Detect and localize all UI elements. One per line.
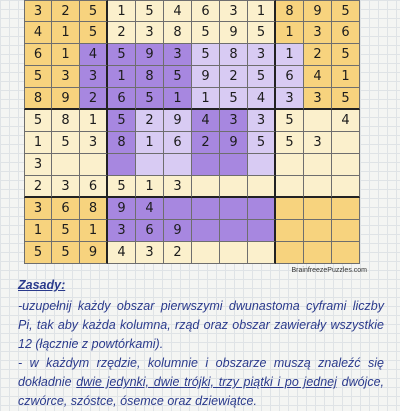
grid-cell[interactable] — [192, 220, 220, 242]
grid-cell[interactable] — [332, 154, 360, 176]
grid-cell[interactable]: 5 — [332, 88, 360, 110]
grid-cell[interactable]: 3 — [108, 220, 136, 242]
grid-cell[interactable] — [304, 110, 332, 132]
grid-cell[interactable] — [220, 198, 248, 220]
rules-paragraph-1: -uzupełnij każdy obszar pierwszymi dwunastoma cyframi liczby Pi, tak aby każda kolumna, rząd oraz obszar zawierały wszystkie 12 (łącznie z powtórkami). — [18, 299, 384, 351]
grid-cell[interactable]: 2 — [220, 66, 248, 88]
grid-cell[interactable]: 3 — [136, 242, 164, 264]
grid-cell[interactable]: 6 — [164, 132, 192, 154]
grid-cell[interactable]: 1 — [276, 22, 304, 44]
rules-paragraph-2-underlined: dwie jedynki, dwie trójki, trzy piątki i po jednej — [76, 375, 337, 389]
grid-cell[interactable]: 3 — [220, 110, 248, 132]
grid-cell[interactable]: 1 — [24, 132, 52, 154]
grid-cell[interactable]: 5 — [24, 110, 52, 132]
grid-cell[interactable]: 5 — [136, 88, 164, 110]
grid-cell[interactable]: 6 — [192, 0, 220, 22]
grid-cell[interactable] — [304, 176, 332, 198]
grid-cell[interactable]: 5 — [24, 242, 52, 264]
grid-cell[interactable]: 3 — [24, 154, 52, 176]
grid-cell[interactable] — [80, 154, 108, 176]
grid-cell[interactable]: 5 — [108, 176, 136, 198]
grid-cell[interactable]: 1 — [192, 88, 220, 110]
grid-cell[interactable]: 3 — [52, 66, 80, 88]
grid-cell[interactable] — [332, 176, 360, 198]
grid-cell[interactable] — [248, 198, 276, 220]
grid-cell[interactable]: 8 — [164, 22, 192, 44]
grid-cell[interactable]: 5 — [220, 88, 248, 110]
grid-cell[interactable]: 2 — [164, 242, 192, 264]
grid-cell[interactable] — [332, 220, 360, 242]
grid-cell[interactable]: 6 — [80, 176, 108, 198]
grid-cell[interactable] — [332, 132, 360, 154]
grid-cell[interactable] — [332, 198, 360, 220]
grid-cell[interactable] — [248, 154, 276, 176]
grid-cell[interactable]: 8 — [52, 110, 80, 132]
grid-cell[interactable]: 4 — [80, 44, 108, 66]
grid-cell[interactable]: 2 — [136, 110, 164, 132]
grid-cell[interactable]: 9 — [80, 242, 108, 264]
grid-cell[interactable] — [136, 154, 164, 176]
grid-cell[interactable]: 3 — [220, 0, 248, 22]
grid-cell[interactable]: 1 — [80, 220, 108, 242]
grid-cell[interactable]: 9 — [192, 66, 220, 88]
grid-cell[interactable]: 8 — [24, 88, 52, 110]
grid-cell[interactable]: 6 — [332, 22, 360, 44]
rules-paragraph-2-end: dwójce, czwórce, szóstce, ósemce oraz dziewiątce. — [18, 375, 384, 408]
grid-cell[interactable]: 2 — [192, 132, 220, 154]
grid-cell[interactable]: 1 — [80, 110, 108, 132]
grid-cell[interactable]: 2 — [24, 176, 52, 198]
grid-cell[interactable]: 9 — [164, 220, 192, 242]
grid-cell[interactable] — [304, 198, 332, 220]
grid-cell[interactable]: 4 — [332, 110, 360, 132]
grid-cell[interactable]: 5 — [108, 110, 136, 132]
grid-cell[interactable] — [108, 154, 136, 176]
grid-cell[interactable] — [248, 176, 276, 198]
grid-cell[interactable]: 1 — [108, 66, 136, 88]
grid-cell[interactable]: 8 — [276, 0, 304, 22]
grid-cell[interactable]: 5 — [248, 22, 276, 44]
grid-cell[interactable]: 6 — [136, 220, 164, 242]
grid-cell[interactable]: 3 — [136, 22, 164, 44]
grid-cell[interactable]: 2 — [304, 44, 332, 66]
grid-cell[interactable]: 9 — [220, 22, 248, 44]
puzzle-grid — [24, 0, 360, 264]
grid-cell[interactable]: 6 — [276, 66, 304, 88]
rules-paragraph-2 — [18, 354, 384, 411]
grid-cell[interactable]: 9 — [108, 198, 136, 220]
grid-cell[interactable]: 8 — [220, 44, 248, 66]
grid-cell[interactable] — [248, 242, 276, 264]
grid-cell[interactable]: 5 — [248, 66, 276, 88]
grid-cell[interactable]: 1 — [332, 66, 360, 88]
grid-cell[interactable]: 4 — [24, 22, 52, 44]
grid-cell[interactable]: 1 — [24, 220, 52, 242]
grid-cell[interactable]: 6 — [24, 44, 52, 66]
grid-cell[interactable]: 1 — [276, 44, 304, 66]
grid-cell[interactable]: 5 — [164, 66, 192, 88]
grid-cell[interactable]: 5 — [52, 242, 80, 264]
grid-cell[interactable] — [192, 198, 220, 220]
grid-cell[interactable]: 5 — [192, 22, 220, 44]
grid-cell[interactable]: 5 — [276, 110, 304, 132]
grid-cell[interactable]: 3 — [52, 176, 80, 198]
grid-cell[interactable]: 1 — [108, 0, 136, 22]
grid-cell[interactable] — [192, 176, 220, 198]
grid-cell[interactable]: 9 — [220, 132, 248, 154]
grid-cell[interactable]: 3 — [164, 44, 192, 66]
grid-cell[interactable] — [276, 176, 304, 198]
grid-cell[interactable]: 1 — [248, 0, 276, 22]
grid-cell[interactable] — [220, 220, 248, 242]
grid-cell[interactable]: 9 — [52, 88, 80, 110]
grid-cell[interactable]: 2 — [108, 22, 136, 44]
grid-cell[interactable]: 9 — [164, 110, 192, 132]
grid-cell[interactable]: 1 — [136, 132, 164, 154]
grid-cell[interactable] — [276, 242, 304, 264]
grid-cell[interactable]: 3 — [276, 88, 304, 110]
grid-cell[interactable] — [276, 154, 304, 176]
grid-cell[interactable]: 1 — [164, 88, 192, 110]
grid-cell[interactable]: 5 — [248, 132, 276, 154]
rules-heading: Zasady: — [18, 278, 66, 292]
grid-cell[interactable]: 5 — [52, 220, 80, 242]
grid-cell[interactable]: 9 — [304, 0, 332, 22]
grid-cell[interactable] — [192, 242, 220, 264]
rules-paragraph-2-start: - w każdym rzędzie, kolumnie i obszarze muszą znaleźć się dokładnie — [18, 356, 384, 389]
grid-cell[interactable] — [248, 220, 276, 242]
grid-cell[interactable] — [304, 220, 332, 242]
grid-cell[interactable]: 2 — [52, 0, 80, 22]
grid-cell[interactable]: 1 — [52, 22, 80, 44]
grid-cell[interactable]: 8 — [108, 132, 136, 154]
grid-cell[interactable]: 1 — [136, 176, 164, 198]
grid-cell[interactable]: 4 — [136, 198, 164, 220]
grid-cell[interactable] — [276, 220, 304, 242]
grid-cell[interactable]: 5 — [80, 22, 108, 44]
grid-cell[interactable]: 3 — [164, 176, 192, 198]
grid-cell[interactable]: 3 — [24, 198, 52, 220]
grid-cell[interactable]: 5 — [332, 0, 360, 22]
grid-cell[interactable]: 3 — [304, 22, 332, 44]
grid-cell[interactable]: 4 — [304, 66, 332, 88]
grid-cell[interactable]: 6 — [108, 88, 136, 110]
grid-cell[interactable]: 4 — [108, 242, 136, 264]
grid-cell[interactable] — [192, 154, 220, 176]
grid-cell[interactable] — [304, 242, 332, 264]
grid-cell[interactable]: 1 — [52, 44, 80, 66]
grid-cell[interactable]: 5 — [136, 0, 164, 22]
grid-cell[interactable] — [304, 154, 332, 176]
grid-cell[interactable]: 3 — [80, 132, 108, 154]
grid-cell[interactable]: 3 — [248, 44, 276, 66]
rules-panel — [18, 276, 384, 411]
grid-cell[interactable]: 3 — [248, 110, 276, 132]
grid-cell[interactable]: 3 — [24, 0, 52, 22]
grid-cell[interactable]: 8 — [136, 66, 164, 88]
grid-cell[interactable] — [220, 154, 248, 176]
grid-cell[interactable] — [220, 242, 248, 264]
grid-cell[interactable]: 5 — [108, 44, 136, 66]
grid-cell[interactable]: 5 — [52, 132, 80, 154]
grid-cell[interactable]: 5 — [80, 0, 108, 22]
grid-cell[interactable]: 3 — [304, 132, 332, 154]
grid-cell[interactable]: 8 — [80, 198, 108, 220]
credit-text: BrainfreezePuzzles.com — [291, 267, 367, 274]
grid-cell[interactable]: 4 — [164, 0, 192, 22]
grid-cell[interactable]: 4 — [248, 88, 276, 110]
grid-cell[interactable] — [52, 154, 80, 176]
grid-cell[interactable]: 5 — [276, 132, 304, 154]
grid-cell[interactable] — [276, 198, 304, 220]
grid-cell[interactable]: 6 — [52, 198, 80, 220]
grid-cell[interactable]: 9 — [136, 44, 164, 66]
grid-cell[interactable]: 5 — [192, 44, 220, 66]
grid-cell[interactable]: 3 — [304, 88, 332, 110]
grid-cell[interactable] — [164, 198, 192, 220]
grid-cell[interactable]: 2 — [80, 88, 108, 110]
grid-cell[interactable] — [220, 176, 248, 198]
grid-cell[interactable]: 4 — [192, 110, 220, 132]
grid-cell[interactable] — [164, 154, 192, 176]
grid-cell[interactable]: 5 — [24, 66, 52, 88]
grid-cell[interactable]: 3 — [80, 66, 108, 88]
grid-cell[interactable]: 5 — [332, 44, 360, 66]
grid-cell[interactable] — [332, 242, 360, 264]
